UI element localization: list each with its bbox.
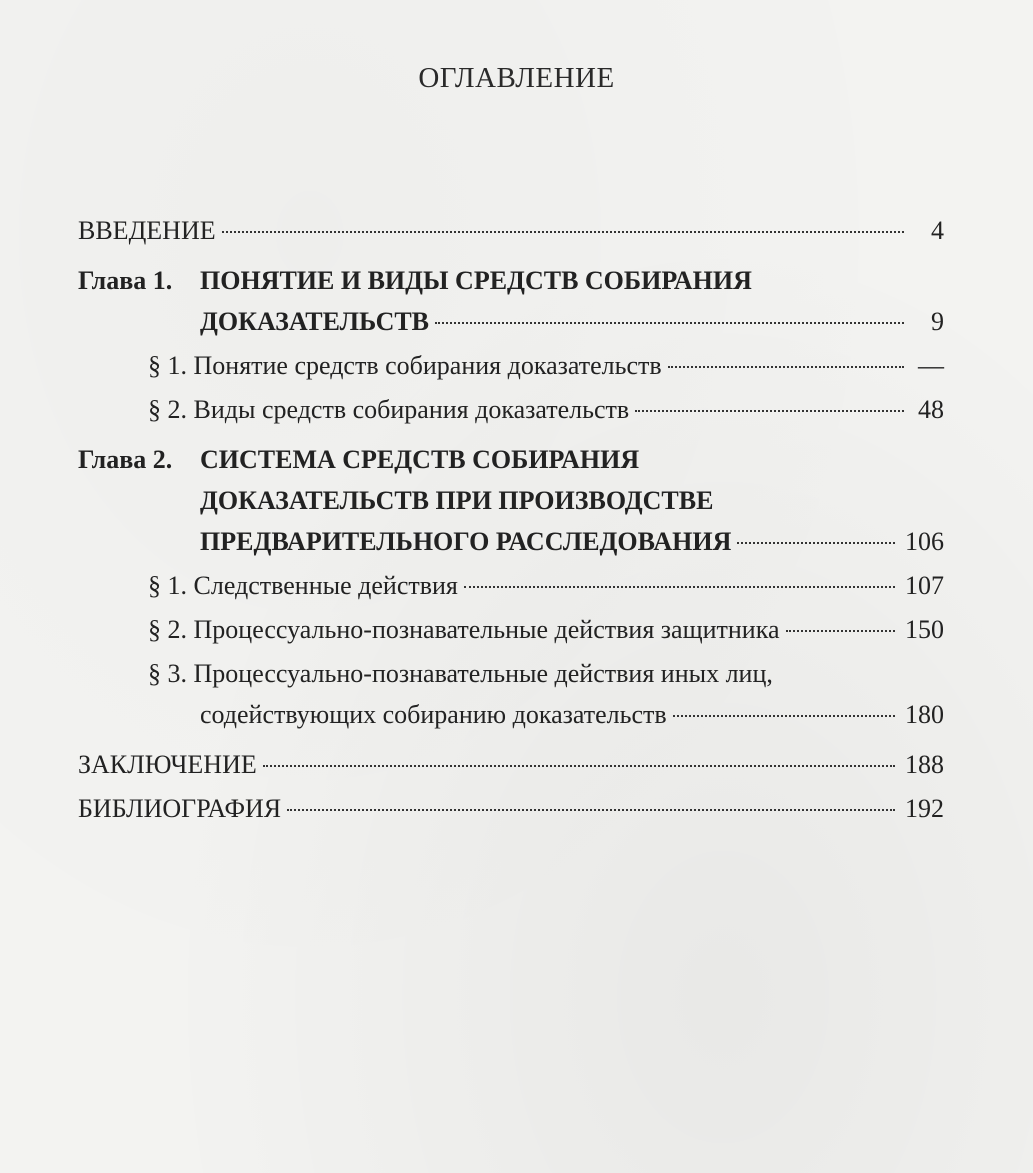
- chapter-title-line: ДОКАЗАТЕЛЬСТВ ПРИ ПРОИЗВОДСТВЕ: [200, 486, 714, 515]
- toc-page-number: 107: [905, 571, 944, 600]
- chapter-title-line: ПРЕДВАРИТЕЛЬНОГО РАССЛЕДОВАНИЯ: [200, 527, 732, 556]
- toc-entry-label: § 2. Процессуально-познавательные действия защитника: [148, 615, 780, 644]
- dot-leader: [635, 410, 904, 412]
- table-of-contents: [78, 210, 944, 829]
- toc-section-1-1[interactable]: [78, 345, 944, 386]
- toc-entry-label: § 1. Следственные действия: [148, 571, 458, 600]
- toc-entry-label: ВВЕДЕНИЕ: [78, 216, 216, 245]
- toc-section-2-2[interactable]: [78, 609, 944, 650]
- chapter-title-line: ПОНЯТИЕ И ВИДЫ СРЕДСТВ СОБИРАНИЯ: [200, 266, 752, 295]
- dot-leader: [464, 586, 895, 588]
- toc-entry-label: § 1. Понятие средств собирания доказательств: [148, 351, 662, 380]
- dot-leader: [287, 809, 895, 811]
- toc-entry-intro[interactable]: [78, 210, 944, 251]
- toc-entry-label: § 2. Виды средств собирания доказательств: [148, 395, 630, 424]
- toc-entry-conclusion[interactable]: [78, 744, 944, 785]
- toc-page-number: 192: [905, 794, 944, 823]
- toc-section-2-1[interactable]: [78, 565, 944, 606]
- chapter-title-last-line: [200, 521, 944, 562]
- chapter-title-block: [200, 439, 944, 562]
- dot-leader: [786, 630, 896, 632]
- toc-page-number: 106: [905, 527, 944, 556]
- toc-section-2-3[interactable]: [78, 653, 944, 735]
- toc-entry-label: БИБЛИОГРАФИЯ: [78, 794, 282, 823]
- dot-leader: [263, 765, 895, 767]
- chapter-number: Глава 2.: [78, 445, 173, 474]
- toc-page-number: 180: [905, 700, 944, 729]
- chapter-number: Глава 1.: [78, 266, 173, 295]
- toc-section-1-2[interactable]: [78, 389, 944, 430]
- toc-page-number: 188: [905, 750, 944, 779]
- toc-chapter-2[interactable]: [78, 439, 944, 562]
- page-title: ОГЛАВЛЕНИЕ: [418, 62, 615, 94]
- toc-chapter-1[interactable]: [78, 260, 944, 342]
- toc-entry-label: содействующих собиранию доказательств: [200, 700, 667, 729]
- toc-entry-last-line: [148, 694, 944, 735]
- chapter-title-block: [200, 260, 944, 342]
- toc-page-number: —: [918, 351, 944, 380]
- chapter-title-line: ДОКАЗАТЕЛЬСТВ: [200, 307, 430, 336]
- toc-page-number: 9: [931, 307, 944, 336]
- dot-leader: [737, 542, 895, 544]
- chapter-title-last-line: [200, 301, 944, 342]
- toc-entry-label: ЗАКЛЮЧЕНИЕ: [78, 750, 257, 779]
- dot-leader: [435, 322, 904, 324]
- dot-leader: [222, 231, 904, 233]
- dot-leader: [673, 715, 895, 717]
- toc-entry-bibliography[interactable]: [78, 788, 944, 829]
- dot-leader: [668, 366, 904, 368]
- chapter-title-line: СИСТЕМА СРЕДСТВ СОБИРАНИЯ: [200, 445, 640, 474]
- toc-page-number: 4: [931, 216, 944, 245]
- toc-page-number: 48: [918, 395, 944, 424]
- toc-page-number: 150: [905, 615, 944, 644]
- toc-entry-label: § 3. Процессуально-познавательные действия иных лиц,: [148, 659, 773, 688]
